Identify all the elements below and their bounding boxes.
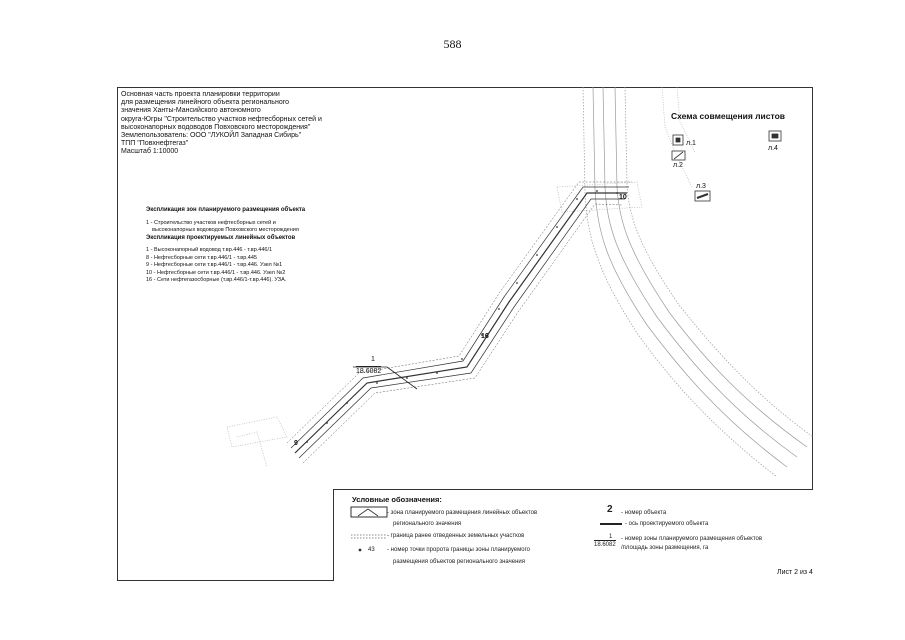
road-corridor — [583, 87, 813, 477]
zones-heading: Экспликация зон планируемого размещения объекта — [146, 207, 306, 213]
legend-zone-number-example: 1 — [609, 534, 613, 540]
zone-item: 1 - Строительство участков нефтесборных сетей и — [146, 219, 276, 226]
object-label: 9 — [294, 440, 298, 447]
zone-area-label: 18.6082 — [356, 368, 382, 375]
legend-item: - номер точки пророта границы зоны планируемого — [387, 547, 530, 553]
legend-title: Условные обозначения: — [352, 495, 442, 504]
title-block — [121, 91, 351, 157]
legend-item: регионального значения — [393, 521, 462, 527]
object-item: 16 - Сети нефтегазосборные (т.вр.446/1-т.вр.446). УЗА. — [146, 277, 287, 283]
object-item: 1 - Высоконапорный водовод т.вр.446 - т.вр.446/1 — [146, 247, 273, 253]
zone-item: высоконапорных водоводов Повховского месторождения — [152, 227, 299, 233]
legend-item: - ось проектируемого объекта — [625, 521, 709, 527]
explication — [146, 207, 366, 285]
object-item: 9 - Нефтесборные сети т.вр.446/1 - т.вр.446. Узел №1 — [146, 262, 283, 268]
object-item: 8 - Нефтесборные сети т.вр.446/1 - т.вр.445 — [146, 254, 257, 261]
sheet-label: л.3 — [696, 183, 706, 190]
title-line: Основная часть проекта планировки территории — [121, 91, 280, 98]
title-line: ТПП "Повхнефтегаз" — [121, 140, 189, 148]
legend-item: - номер объекта — [621, 510, 667, 516]
legend-item: - зона планируемого размещения линейных объектов — [387, 510, 538, 516]
legend-object-number-example: 2 — [607, 504, 613, 515]
page-number: 588 — [443, 37, 462, 51]
sheet-label: л.2 — [673, 162, 683, 169]
scale-line: Масштаб 1:10000 — [121, 148, 179, 156]
sheet-label: л.1 — [686, 140, 696, 147]
title-line: Землепользователь: ООО "ЛУКОЙЛ Западная Сибирь" — [121, 132, 302, 140]
objects-heading: Экспликация проектируемых линейных объектов — [146, 234, 296, 241]
title-line: округа-Югры "Строительство участков нефтесборных сетей и — [121, 115, 322, 123]
legend-item: - номер зоны планируемого размещения объектов — [621, 536, 763, 542]
legend-item: /площадь зоны размещения, га — [621, 545, 709, 551]
object-label: 10 — [619, 194, 627, 201]
object-item: 10 - Нефтесборные сети т.вр.446/1 - т.вр.446. Узел №2 — [146, 269, 286, 276]
sheet-footer: Лист 2 из 4 — [777, 569, 813, 576]
title-line: высоконапорных водоводов Повховского месторождения" — [121, 123, 311, 131]
zone-number-label: 1 — [371, 356, 375, 363]
legend-item: - граница ранее отведенных земельных участков — [387, 533, 525, 539]
sheet-label: л.4 — [768, 145, 778, 152]
legend-zone-area-example: 18.6082 — [594, 542, 616, 548]
title-line: значения Ханты-Мансийского автономного — [121, 107, 261, 115]
legend-item: размещения объектов регионального значения — [393, 559, 526, 565]
legend-point-example: 43 — [368, 547, 375, 553]
axis-line-symbol — [600, 523, 622, 525]
object-label: 16 — [481, 333, 489, 340]
title-line: для размещения линейного объекта регионального — [121, 99, 289, 107]
sheet-scheme-title: Схема совмещения листов — [671, 111, 785, 121]
